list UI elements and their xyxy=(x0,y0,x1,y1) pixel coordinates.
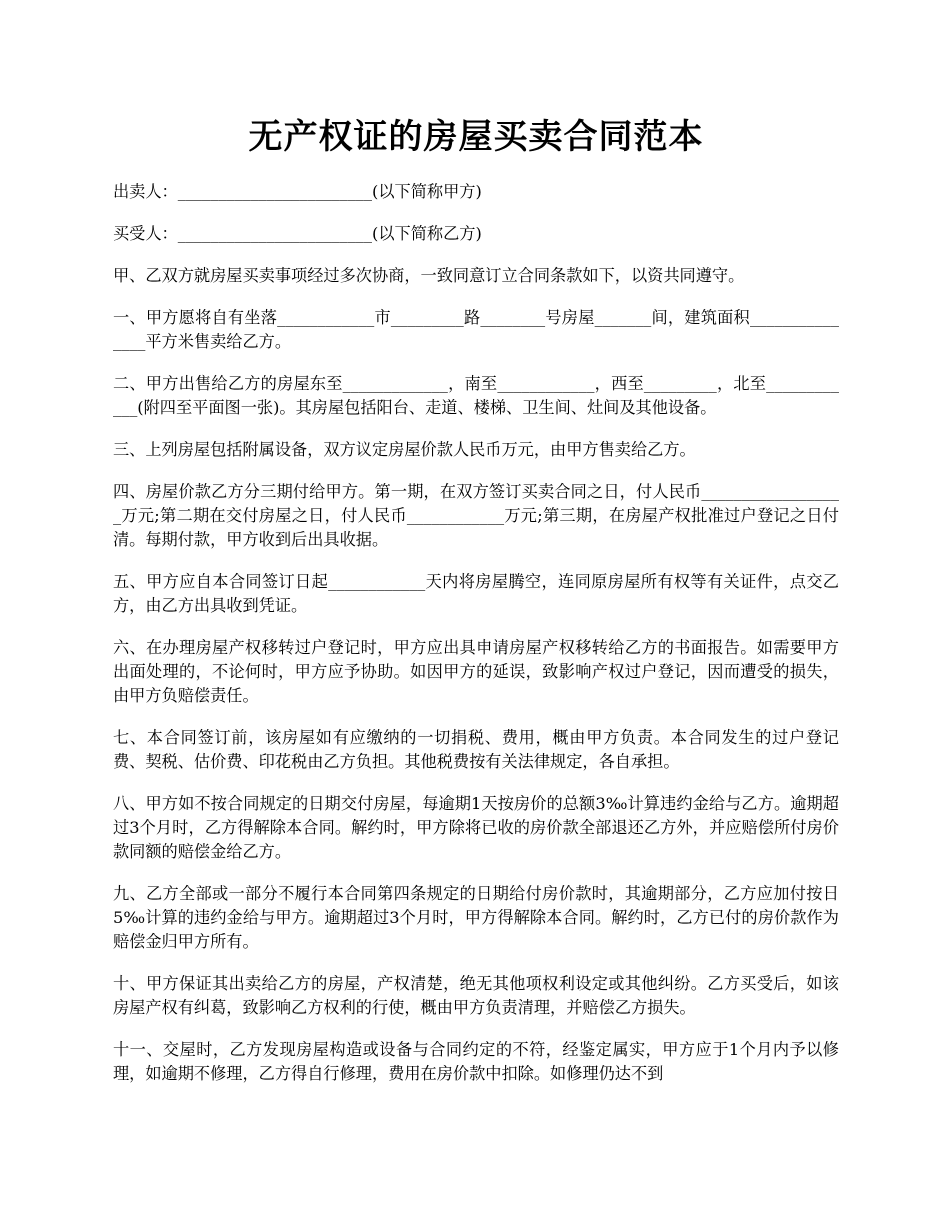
clause-5: 五、甲方应自本合同签订日起____________天内将房屋腾空，连同原房屋所有权等有关证件，点交乙方，由乙方出具收到凭证。 xyxy=(113,572,839,615)
clause-9: 九、乙方全部或一部分不履行本合同第四条规定的日期给付房价款时，其逾期部分，乙方应加付按日5‰计算的违约金给与甲方。逾期超过3个月时，甲方得解除本合同。解约时，乙方已付的房价款作为赔偿金归甲方所有。 xyxy=(113,884,839,951)
clause-7: 七、本合同签订前，该房屋如有应缴纳的一切捐税、费用，概由甲方负责。本合同发生的过户登记费、契税、估价费、印花税由乙方负担。其他税费按有关法律规定，各自承担。 xyxy=(113,728,839,771)
paragraph-buyer: 买受人：________________________(以下简称乙方) xyxy=(113,224,482,243)
document-page xyxy=(113,112,839,1104)
clause-2: 二、甲方出售给乙方的房屋东至_____________，南至____________，西至_________，北至____________(附四至平面图一张)。其房屋包括阳台、走道、楼梯、卫生间、灶间及其他设备。 xyxy=(113,374,839,417)
clause-1: 一、甲方愿将自有坐落____________市_________路________号房屋_______间，建筑面积_______________平方米售卖给乙方。 xyxy=(113,308,839,351)
clause-11: 十一、交屋时，乙方发现房屋构造或设备与合同约定的不符，经鉴定属实，甲方应于1个月内予以修理，如逾期不修理，乙方得自行修理，费用在房价款中扣除。如修理仍达不到 xyxy=(113,1040,839,1083)
paragraph-seller: 出卖人：________________________(以下简称甲方) xyxy=(113,182,482,201)
paragraph-preamble: 甲、乙双方就房屋买卖事项经过多次协商，一致同意订立合同条款如下，以资共同遵守。 xyxy=(113,266,745,285)
clause-4: 四、房屋价款乙方分三期付给甲方。第一期，在双方签订买卖合同之日，付人民币__________________万元;第二期在交付房屋之日，付人民币____________万元;第三期，在房屋产权批准过户登记之日付清。每期付款，甲方收到后出具收据。 xyxy=(113,482,839,549)
document-title: 无产权证的房屋买卖合同范本 xyxy=(248,117,704,157)
clause-6: 六、在办理房屋产权移转过户登记时，甲方应出具申请房屋产权移转给乙方的书面报告。如需要甲方出面处理的，不论何时，甲方应予协助。如因甲方的延误，致影响产权过户登记，因而遭受的损失，由甲方负赔偿责任。 xyxy=(113,638,839,705)
clause-8: 八、甲方如不按合同规定的日期交付房屋，每逾期1天按房价的总额3‰计算违约金给与乙方。逾期超过3个月时，乙方得解除本合同。解约时，甲方除将已收的房价款全部退还乙方外，并应赔偿所付房价款同额的赔偿金给乙方。 xyxy=(113,794,839,861)
clause-3: 三、上列房屋包括附属设备，双方议定房屋价款人民币万元，由甲方售卖给乙方。 xyxy=(113,440,696,459)
clause-10: 十、甲方保证其出卖给乙方的房屋，产权清楚，绝无其他项权利设定或其他纠纷。乙方买受后，如该房屋产权有纠葛，致影响乙方权利的行使，概由甲方负责清理，并赔偿乙方损失。 xyxy=(113,974,839,1017)
